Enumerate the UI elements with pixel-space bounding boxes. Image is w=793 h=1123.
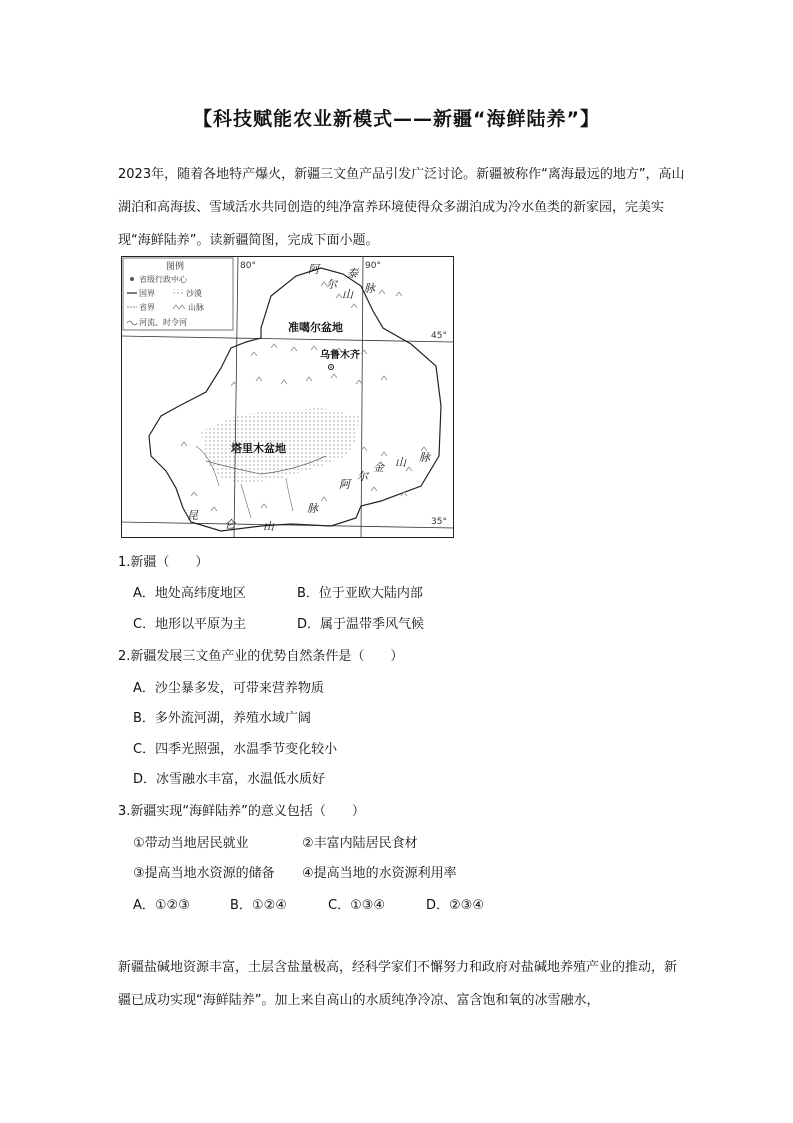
lon-90-label: 90°: [365, 261, 381, 271]
kunlun-label-2: 仑: [224, 518, 235, 531]
kunlun-label-1: 昆: [187, 509, 198, 522]
q1-option-c[interactable]: C．地形以平原为主: [133, 617, 247, 632]
lat-45-label: 45°: [431, 331, 447, 341]
legend-title: 图例: [166, 262, 185, 272]
question-2-stem: 2.新疆发展三文鱼产业的优势自然条件是（ ）: [118, 649, 404, 664]
q2-option-d[interactable]: D．冰雪融水丰富，水温低水质好: [133, 772, 326, 787]
q1-option-a[interactable]: A．地处高纬度地区: [133, 586, 246, 601]
q3-statement-2: ②丰富内陆居民食材: [302, 836, 418, 851]
q3-statement-3: ③提高当地水资源的储备: [133, 866, 275, 881]
outro-paragraph: 新疆盐碱地资源丰富，土层含盐量极高，经科学家们不懈努力和政府对盐碱地养殖产业的推动，新疆已成功实现“海鲜陆养”。加上来自高山的水质纯净冷凉、富含饱和氧的冰雪融水，: [118, 960, 678, 1008]
altun-label-4: 阿: [339, 478, 350, 491]
junggar-basin-label: 准噶尔盆地: [288, 321, 343, 334]
q3-option-c[interactable]: C．①③④: [328, 898, 386, 913]
altun-label-3: 脉: [419, 451, 430, 464]
legend-province-border: 省界: [139, 303, 155, 312]
legend-border: 国界: [139, 289, 155, 298]
legend-river: 河流、时令河: [139, 318, 187, 327]
legend-capital: 省级行政中心: [139, 275, 187, 284]
lon-80-label: 80°: [240, 261, 256, 271]
altai-label-5: 脉: [364, 282, 375, 295]
altun-label-1: 金: [373, 461, 384, 474]
altai-label-4: 山: [342, 288, 353, 301]
q3-statement-4: ④提高当地的水资源利用率: [302, 866, 457, 881]
altai-label-3: 泰: [347, 267, 358, 280]
page-title: 【科技赋能农业新模式——新疆“海鲜陆养”】: [193, 108, 600, 130]
xinjiang-map: [121, 256, 454, 538]
question-3-stem: 3.新疆实现“海鲜陆养”的意义包括（ ）: [118, 804, 365, 819]
kunlun-label-4: 脉: [307, 502, 318, 515]
q1-option-d[interactable]: D．属于温带季风气候: [297, 617, 425, 632]
q3-option-b[interactable]: B．①②④: [230, 898, 287, 913]
legend-mountain: 山脉: [188, 303, 204, 312]
q3-option-a[interactable]: A．①②③: [133, 898, 190, 913]
q3-option-d[interactable]: D．②③④: [426, 898, 484, 913]
urumqi-label: 乌鲁木齐: [320, 350, 360, 361]
q2-option-a[interactable]: A．沙尘暴多发，可带来营养物质: [133, 681, 324, 696]
q2-option-b[interactable]: B．多外流河湖，养殖水域广阔: [133, 711, 311, 726]
intro-paragraph: 2023年，随着各地特产爆火，新疆三文鱼产品引发广泛讨论。新疆被称作“离海最远的地方”，高山湖泊和高海拔、雪域活水共同创造的纯净富养环境使得众多湖泊成为冷水鱼类的新家园，完美实现“海鲜陆养”。读新疆简图，完成下面小题。: [118, 167, 685, 248]
lat-35-label: 35°: [431, 517, 447, 527]
altai-label-1: 阿: [308, 263, 319, 276]
q1-option-b[interactable]: B．位于亚欧大陆内部: [297, 586, 423, 601]
altai-label-2: 尔: [326, 278, 337, 291]
kunlun-label-3: 山: [263, 520, 274, 533]
altun-label-5: 尔: [357, 470, 368, 483]
q2-option-c[interactable]: C．四季光照强，水温季节变化较小: [133, 742, 338, 757]
q3-statement-1: ①带动当地居民就业: [133, 836, 249, 851]
altun-label-2: 山: [395, 456, 406, 469]
question-1-stem: 1.新疆（ ）: [118, 555, 209, 570]
tarim-basin-label: 塔里木盆地: [231, 442, 286, 455]
legend-desert: 沙漠: [186, 289, 202, 298]
